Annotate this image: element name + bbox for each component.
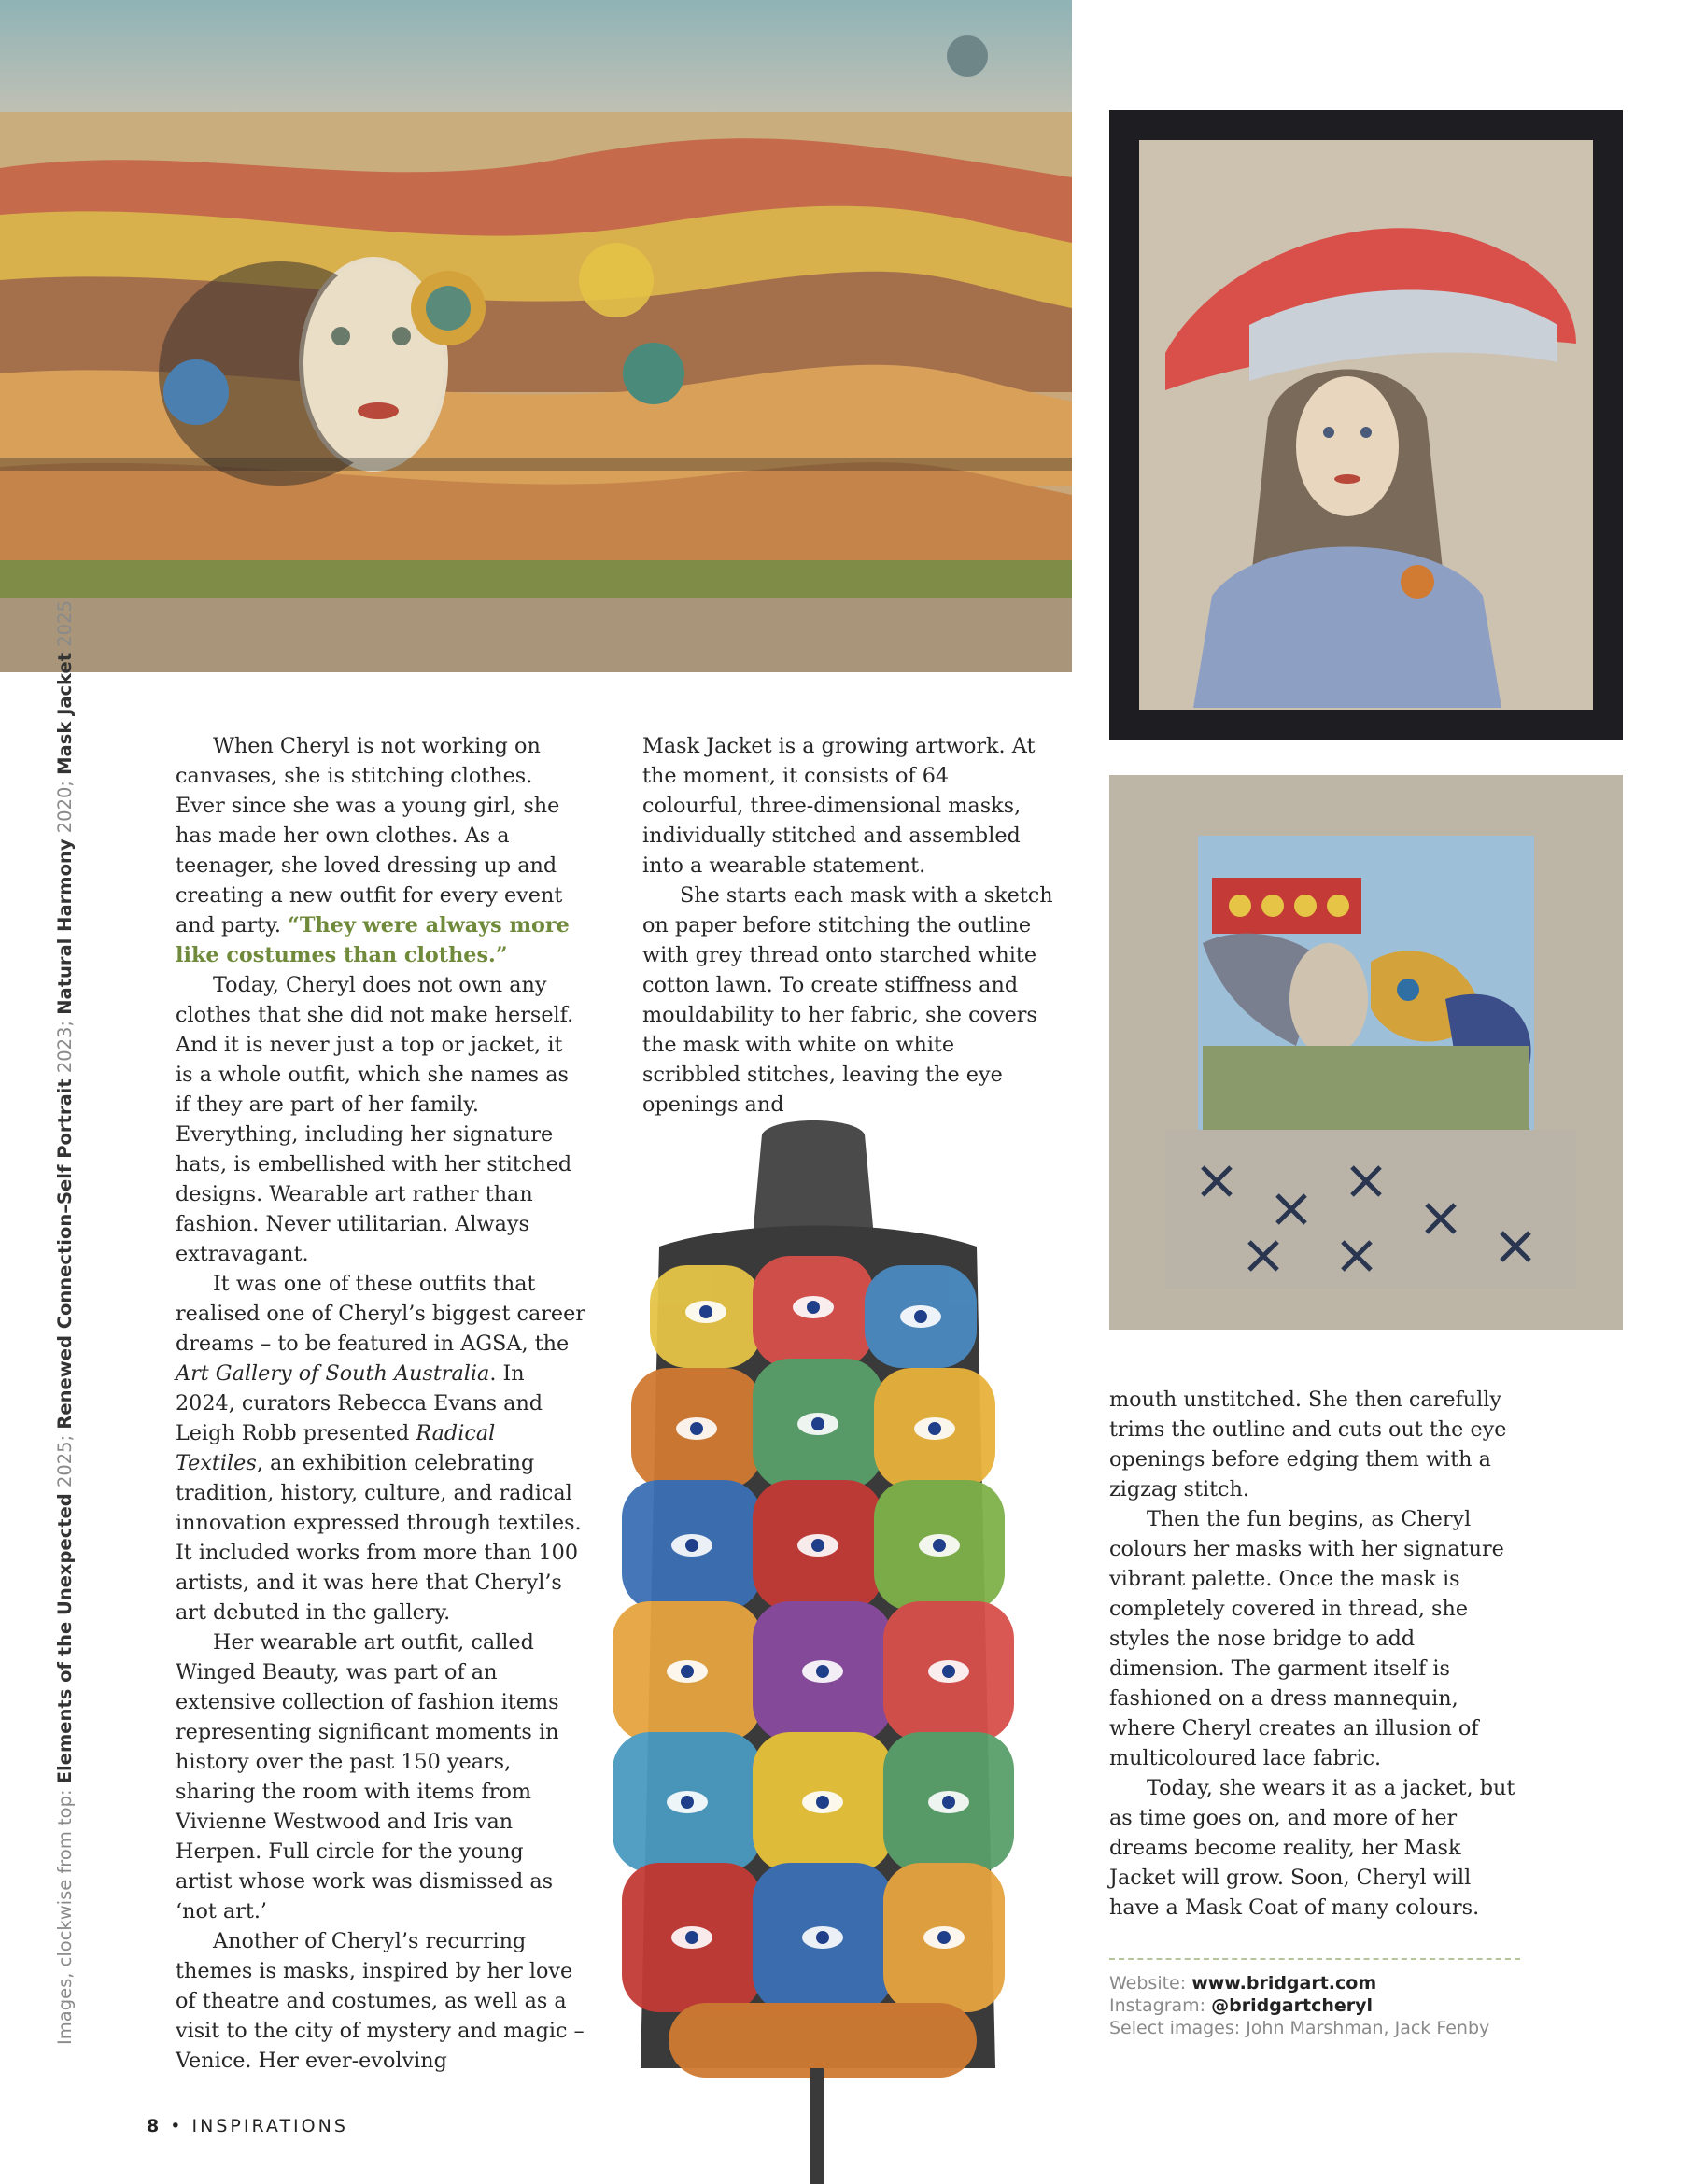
paragraph: It was one of these outfits that realised one of Cheryl’s biggest career dreams – to be featured in AGSA, the Art Gallery of South Australia. In 2024, curators Rebecca Evans and Leigh Robb presented Radical Textiles, an exhibition celebrating tradition, history, culture, and radical innovation expressed through textiles. It included works from more than 100 artists, and it was here that Cheryl’s art debuted in the gallery. (176, 1272, 585, 1625)
paragraph: Today, she wears it as a jacket, but as time goes on, and more of her dreams become reality, her Mask Jacket will grow. Soon, Cheryl will have a Mask Coat of many colours. (1109, 1776, 1515, 1920)
image-credit: Images, clockwise from top: Elements of the Unexpected 2025; Renewed Connection–Self Portrait 2023; Natural Harmony 2020; Mask Jacket 2025 (54, 600, 76, 2045)
artwork-elements-of-the-unexpected (0, 0, 1072, 672)
paragraph: Another of Cheryl’s recurring themes is masks, inspired by her love of theatre and costumes, as well as a visit to the city of mystery and magic – Venice. Her ever-evolving (176, 1929, 585, 2073)
artwork-natural-harmony (1109, 775, 1623, 1330)
contact-info (1109, 1972, 1489, 2039)
paragraph: Her wearable art outfit, called Winged Beauty, was part of an extensive collection of fashion items representing significant moments in history over the past 150 years, sharing the room with items from Vivienne Westwood and Iris van Herpen. Full circle for the young artist whose work was dismissed as ‘not art.’ (176, 1630, 559, 1923)
website-link[interactable]: www.bridgart.com (1191, 1973, 1377, 1994)
article-column-3 (1109, 1385, 1525, 1923)
paragraph: She starts each mask with a sketch on paper before stitching the outline with grey thread onto starched white cotton lawn. To create stiffness and mouldability to her fabric, she covers the mask with white on white scribbled stitches, leaving the eye openings and (642, 883, 1053, 1117)
page-number: 8 (147, 2116, 162, 2136)
divider (1109, 1958, 1520, 1960)
pull-quote: “They were always more like costumes than clothes.” (176, 913, 570, 967)
artwork-mask-jacket (557, 1116, 1084, 2184)
website-line: Website: www.bridgart.com (1109, 1973, 1377, 1994)
paragraph: mouth unstitched. She then carefully trims the outline and cuts out the eye openings before edging them with a zigzag stitch. (1109, 1388, 1507, 1501)
artwork-renewed-connection-self-portrait (1109, 110, 1623, 740)
paragraph: When Cheryl is not working on canvases, she is stitching clothes. Ever since she was a young girl, she has made her own clothes. As a teenager, she loved dressing up and creating a new outfit for every event and party. “They were always more like costumes than clothes.” (176, 734, 570, 967)
select-images-line: Select images: John Marshman, Jack Fenby (1109, 2018, 1490, 2038)
paragraph: Today, Cheryl does not own any clothes that she did not make herself. And it is never just a top or jacket, it is a whole outfit, which she names as if they are part of her family. Everything, including her signature hats, is embellished with her stitched designs. Wearable art rather than fashion. Never utilitarian. Always extravagant. (176, 973, 574, 1266)
section-name: INSPIRATIONS (191, 2116, 348, 2136)
paragraph: Mask Jacket is a growing artwork. At the moment, it consists of 64 colourful, three-dimensional masks, individually stitched and assembled into a wearable statement. (642, 734, 1036, 878)
footer-bullet: • (170, 2116, 184, 2136)
article-column-1 (176, 731, 586, 2076)
article-column-2 (642, 731, 1053, 1120)
instagram-line: Instagram: @bridgartcheryl (1109, 1995, 1374, 2016)
paragraph: Then the fun begins, as Cheryl colours her masks with her signature vibrant palette. Once the mask is completely covered in thread, she styles the nose bridge to add dimension. The garment itself is fashioned on a dress mannequin, where Cheryl creates an illusion of multicoloured lace fabric. (1109, 1507, 1504, 1770)
instagram-link[interactable]: @bridgartcheryl (1211, 1995, 1374, 2016)
page-footer (147, 2116, 348, 2136)
